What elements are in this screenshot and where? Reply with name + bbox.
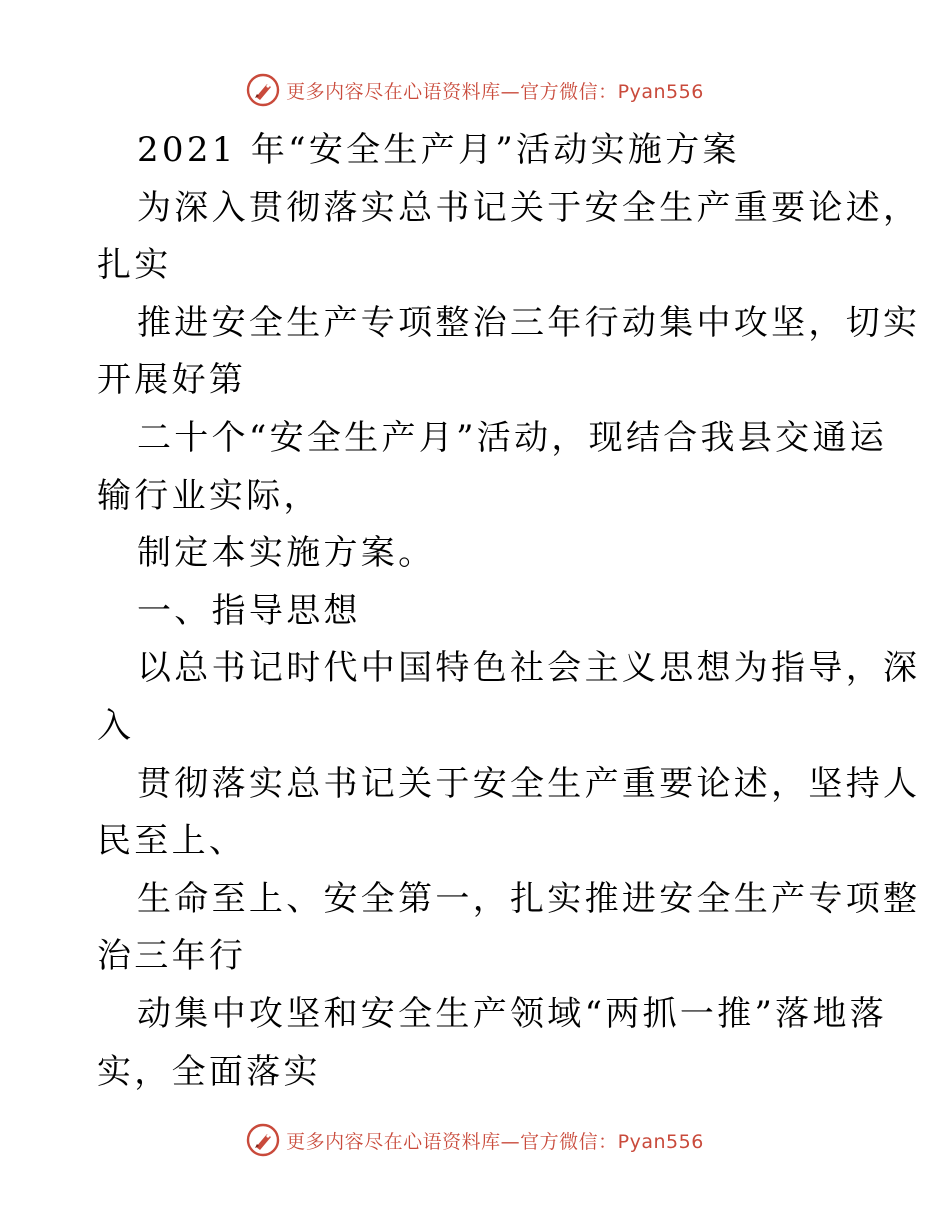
- footer-banner-text: 更多内容尽在心语资料库—官方微信：Pyan556: [286, 1130, 704, 1153]
- paragraph-line: 以总书记时代中国特色社会主义思想为指导，深: [137, 648, 921, 689]
- paragraph-line: 动集中攻坚和安全生产领域“两抓一推”落地落: [137, 993, 888, 1034]
- paragraph-line: 扎实: [97, 245, 172, 286]
- paragraph-line: 开展好第: [97, 360, 247, 401]
- pen-nib-logo-icon: [246, 1123, 280, 1157]
- document-body: [97, 122, 921, 1101]
- paragraph-line: 输行业实际，: [97, 475, 321, 516]
- document-title: 2021 年“安全生产月”活动实施方案: [137, 130, 740, 170]
- paragraph-line: 贯彻落实总书记关于安全生产重要论述，坚持人: [137, 763, 921, 804]
- header-banner[interactable]: [0, 70, 950, 110]
- paragraph-line: 推进安全生产专项整治三年行动集中攻坚，切实: [137, 302, 921, 343]
- paragraph-line: 二十个“安全生产月”活动，现结合我县交通运: [137, 417, 888, 458]
- paragraph-line: 制定本实施方案。: [137, 533, 436, 574]
- paragraph-line: 治三年行: [97, 936, 247, 977]
- section-heading: 一、指导思想: [137, 590, 361, 631]
- paragraph-line: 实，全面落实: [97, 1051, 321, 1092]
- paragraph-line: 入: [97, 705, 135, 746]
- paragraph-line: 民至上、: [97, 821, 247, 862]
- pen-nib-logo-icon: [246, 73, 280, 107]
- paragraph-line: 为深入贯彻落实总书记关于安全生产重要论述，: [137, 187, 921, 228]
- header-banner-text: 更多内容尽在心语资料库—官方微信：Pyan556: [286, 80, 704, 103]
- footer-banner[interactable]: [0, 1120, 950, 1160]
- paragraph-line: 生命至上、安全第一，扎实推进安全生产专项整: [137, 878, 921, 919]
